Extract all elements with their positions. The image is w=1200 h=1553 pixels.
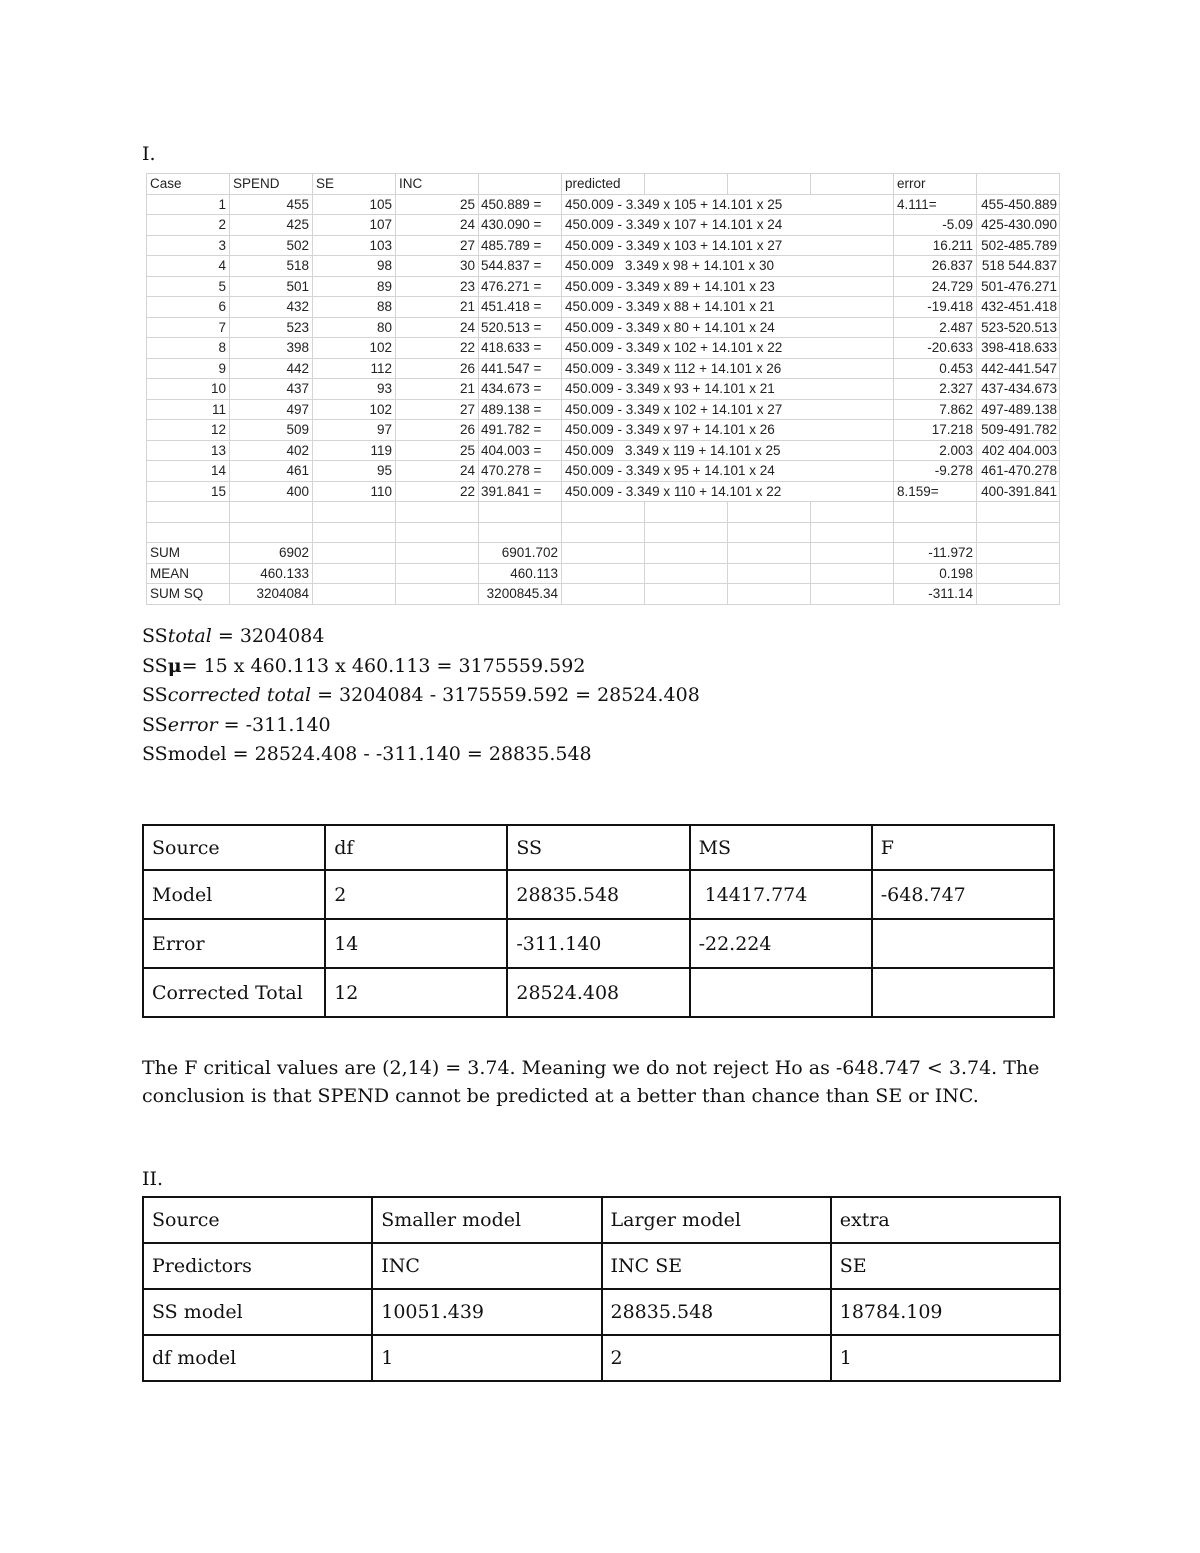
anova-cell: 2 [325, 870, 507, 919]
spreadsheet-cell: 17.218 [894, 420, 977, 441]
comparison-header-cell: extra [831, 1197, 1060, 1243]
spreadsheet-cell: 523-520.513 [977, 317, 1060, 338]
spreadsheet-cell: 14 [147, 461, 230, 482]
spreadsheet-cell: 10 [147, 379, 230, 400]
spreadsheet-cell: predicted [562, 174, 645, 195]
anova-row-error [143, 919, 1054, 968]
spreadsheet-cell: 450.889 = [479, 194, 562, 215]
spreadsheet-cell: 391.841 = [479, 481, 562, 502]
spreadsheet-cell: 105 [313, 194, 396, 215]
spreadsheet-cell: 11 [147, 399, 230, 420]
spreadsheet-cell: 432-451.418 [977, 297, 1060, 318]
spreadsheet-cell [396, 563, 479, 584]
spreadsheet-cell: 93 [313, 379, 396, 400]
spreadsheet-cell: 23 [396, 276, 479, 297]
spreadsheet-cell: error [894, 174, 977, 195]
spreadsheet-cell: SUM [147, 543, 230, 564]
spreadsheet-cell: 89 [313, 276, 396, 297]
spreadsheet-cell: 24 [396, 461, 479, 482]
comparison-cell: 18784.109 [831, 1289, 1060, 1335]
spreadsheet-cell: 7.862 [894, 399, 977, 420]
spreadsheet-header-row [147, 174, 1060, 195]
spreadsheet-cell: SPEND [230, 174, 313, 195]
spreadsheet-cell [313, 502, 396, 523]
spreadsheet-cell: 398 [230, 338, 313, 359]
spreadsheet-cell: 450.009 - 3.349 x 105 + 14.101 x 25 [562, 194, 894, 215]
spreadsheet-cell: 6902 [230, 543, 313, 564]
spreadsheet-cell [562, 502, 645, 523]
spreadsheet-cell: 103 [313, 235, 396, 256]
spreadsheet-cell: 491.782 = [479, 420, 562, 441]
spreadsheet-blank-row [147, 502, 1060, 523]
spreadsheet-cell: 102 [313, 338, 396, 359]
spreadsheet-cell: 5 [147, 276, 230, 297]
comparison-cell: SS model [143, 1289, 372, 1335]
spreadsheet-cell: 4 [147, 256, 230, 277]
comparison-header-cell: Smaller model [372, 1197, 601, 1243]
spreadsheet-cell: 489.138 = [479, 399, 562, 420]
spreadsheet-row [147, 235, 1060, 256]
spreadsheet-cell: 22 [396, 338, 479, 359]
anova-row-model [143, 870, 1054, 919]
spreadsheet-cell: 2 [147, 215, 230, 236]
spreadsheet-cell [147, 502, 230, 523]
sum-of-squares-formulas [142, 622, 700, 770]
spreadsheet-row [147, 399, 1060, 420]
spreadsheet-cell: 4.111= [894, 194, 977, 215]
ss-corrected-total-line: SScorrected total = 3204084 - 3175559.592 = 28524.408 [142, 684, 700, 706]
spreadsheet-cell: -311.14 [894, 584, 977, 605]
section-heading-i: I. [142, 143, 156, 165]
comparison-cell: df model [143, 1335, 372, 1381]
spreadsheet-cell: 450.009 - 3.349 x 107 + 14.101 x 24 [562, 215, 894, 236]
spreadsheet-cell [977, 563, 1060, 584]
spreadsheet-cell: 460.113 [479, 563, 562, 584]
spreadsheet-cell: INC [396, 174, 479, 195]
spreadsheet-cell: 450.009 - 3.349 x 102 + 14.101 x 27 [562, 399, 894, 420]
spreadsheet-cell: 30 [396, 256, 479, 277]
spreadsheet-cell: 450.009 - 3.349 x 80 + 14.101 x 24 [562, 317, 894, 338]
spreadsheet-cell: 2.003 [894, 440, 977, 461]
spreadsheet-cell: 7 [147, 317, 230, 338]
spreadsheet-row [147, 256, 1060, 277]
spreadsheet-row [147, 276, 1060, 297]
spreadsheet-cell: 6 [147, 297, 230, 318]
spreadsheet-cell: 21 [396, 379, 479, 400]
spreadsheet-cell: 460.133 [230, 563, 313, 584]
spreadsheet-cell: 430.090 = [479, 215, 562, 236]
spreadsheet-cell: 450.009 - 3.349 x 95 + 14.101 x 24 [562, 461, 894, 482]
spreadsheet-cell: MEAN [147, 563, 230, 584]
spreadsheet-cell: 455-450.889 [977, 194, 1060, 215]
spreadsheet-cell: 501 [230, 276, 313, 297]
spreadsheet-cell [562, 522, 645, 543]
spreadsheet-cell: 0.453 [894, 358, 977, 379]
spreadsheet-cell [811, 543, 894, 564]
spreadsheet-cell: 523 [230, 317, 313, 338]
spreadsheet-cell [313, 584, 396, 605]
anova-cell: Corrected Total [143, 968, 325, 1017]
spreadsheet-cell [977, 522, 1060, 543]
spreadsheet-cell: Case [147, 174, 230, 195]
spreadsheet-cell: 502 [230, 235, 313, 256]
spreadsheet-table [146, 173, 1060, 605]
spreadsheet-cell: 425-430.090 [977, 215, 1060, 236]
spreadsheet-cell: SE [313, 174, 396, 195]
spreadsheet-cell [479, 174, 562, 195]
spreadsheet-cell: 9 [147, 358, 230, 379]
spreadsheet-cell: 450.009 - 3.349 x 88 + 14.101 x 21 [562, 297, 894, 318]
spreadsheet-cell [728, 174, 811, 195]
spreadsheet-cell [396, 522, 479, 543]
spreadsheet-cell: 450.009 - 3.349 x 97 + 14.101 x 26 [562, 420, 894, 441]
spreadsheet-cell: 450.009 3.349 x 98 + 14.101 x 30 [562, 256, 894, 277]
spreadsheet-cell: 450.009 - 3.349 x 93 + 14.101 x 21 [562, 379, 894, 400]
spreadsheet-cell: 3204084 [230, 584, 313, 605]
spreadsheet-cell: 24.729 [894, 276, 977, 297]
anova-cell: Model [143, 870, 325, 919]
spreadsheet-cell: 16.211 [894, 235, 977, 256]
anova-header-cell: df [325, 825, 507, 870]
spreadsheet-cell: 3 [147, 235, 230, 256]
spreadsheet-cell [728, 584, 811, 605]
spreadsheet-cell [977, 543, 1060, 564]
anova-cell: Error [143, 919, 325, 968]
spreadsheet-cell [645, 543, 728, 564]
spreadsheet-cell [396, 543, 479, 564]
spreadsheet-cell: 432 [230, 297, 313, 318]
spreadsheet-cell: 497 [230, 399, 313, 420]
anova-cell [690, 968, 872, 1017]
ss-error-line: SSerror = -311.140 [142, 713, 331, 736]
spreadsheet-cell: 418.633 = [479, 338, 562, 359]
spreadsheet-cell: 441.547 = [479, 358, 562, 379]
spreadsheet-cell: 24 [396, 317, 479, 338]
spreadsheet-row [147, 358, 1060, 379]
spreadsheet-cell: 437 [230, 379, 313, 400]
spreadsheet-cell [811, 502, 894, 523]
comparison-cell: 1 [831, 1335, 1060, 1381]
ss-total-line: SStotal = 3204084 [142, 625, 325, 647]
anova-cell: 14417.774 [690, 870, 872, 919]
spreadsheet-cell [230, 522, 313, 543]
comparison-cell: INC SE [602, 1243, 831, 1289]
comparison-row-predictors [143, 1243, 1060, 1289]
spreadsheet-summary-row [147, 584, 1060, 605]
anova-cell: -311.140 [507, 919, 689, 968]
spreadsheet-cell [645, 563, 728, 584]
spreadsheet-cell [977, 174, 1060, 195]
spreadsheet-blank-row [147, 522, 1060, 543]
spreadsheet-cell: 110 [313, 481, 396, 502]
spreadsheet-cell [894, 522, 977, 543]
spreadsheet-cell [645, 502, 728, 523]
comparison-cell: 2 [602, 1335, 831, 1381]
spreadsheet-cell: -5.09 [894, 215, 977, 236]
anova-cell [872, 919, 1054, 968]
anova-header-cell: SS [507, 825, 689, 870]
spreadsheet-cell: -19.418 [894, 297, 977, 318]
anova-cell [872, 968, 1054, 1017]
spreadsheet-cell [977, 584, 1060, 605]
spreadsheet-cell: 442 [230, 358, 313, 379]
spreadsheet-cell: 518 544.837 [977, 256, 1060, 277]
spreadsheet-cell: 6901.702 [479, 543, 562, 564]
spreadsheet-cell: 509-491.782 [977, 420, 1060, 441]
spreadsheet-cell [562, 563, 645, 584]
spreadsheet-cell [313, 522, 396, 543]
spreadsheet-cell: 518 [230, 256, 313, 277]
spreadsheet-cell: 450.009 - 3.349 x 112 + 14.101 x 26 [562, 358, 894, 379]
anova-cell: -22.224 [690, 919, 872, 968]
spreadsheet-cell: 402 [230, 440, 313, 461]
section-heading-ii: II. [142, 1168, 164, 1190]
spreadsheet-cell: 461-470.278 [977, 461, 1060, 482]
anova-header-row [143, 825, 1054, 870]
spreadsheet-cell: 485.789 = [479, 235, 562, 256]
spreadsheet-cell: 97 [313, 420, 396, 441]
spreadsheet-cell: 437-434.673 [977, 379, 1060, 400]
spreadsheet-cell [562, 584, 645, 605]
spreadsheet-cell: 80 [313, 317, 396, 338]
spreadsheet-cell [811, 584, 894, 605]
spreadsheet-cell [645, 584, 728, 605]
spreadsheet-cell: 455 [230, 194, 313, 215]
spreadsheet-cell: 470.278 = [479, 461, 562, 482]
comparison-cell: Predictors [143, 1243, 372, 1289]
anova-cell: 14 [325, 919, 507, 968]
spreadsheet-cell [977, 502, 1060, 523]
anova-header-cell: F [872, 825, 1054, 870]
anova-cell: -648.747 [872, 870, 1054, 919]
spreadsheet-row [147, 338, 1060, 359]
spreadsheet-cell [728, 543, 811, 564]
spreadsheet-cell: -9.278 [894, 461, 977, 482]
spreadsheet-cell [811, 174, 894, 195]
spreadsheet-cell: 1 [147, 194, 230, 215]
anova-table [142, 824, 1055, 1018]
spreadsheet-cell: 8 [147, 338, 230, 359]
ss-model-line: SSmodel = 28524.408 - -311.140 = 28835.548 [142, 743, 592, 765]
spreadsheet-cell: 3200845.34 [479, 584, 562, 605]
spreadsheet-cell: 15 [147, 481, 230, 502]
spreadsheet-cell: 501-476.271 [977, 276, 1060, 297]
spreadsheet-row [147, 379, 1060, 400]
anova-cell: 28835.548 [507, 870, 689, 919]
comparison-cell: 10051.439 [372, 1289, 601, 1335]
spreadsheet-cell [147, 522, 230, 543]
spreadsheet-cell: 24 [396, 215, 479, 236]
spreadsheet-cell: 402 404.003 [977, 440, 1060, 461]
spreadsheet-cell: 95 [313, 461, 396, 482]
comparison-cell: SE [831, 1243, 1060, 1289]
spreadsheet-cell: 398-418.633 [977, 338, 1060, 359]
spreadsheet-cell [479, 522, 562, 543]
spreadsheet-cell [645, 522, 728, 543]
spreadsheet-cell: 502-485.789 [977, 235, 1060, 256]
spreadsheet-cell: 450.009 - 3.349 x 103 + 14.101 x 27 [562, 235, 894, 256]
spreadsheet-cell: 26.837 [894, 256, 977, 277]
anova-header-cell: Source [143, 825, 325, 870]
conclusion-paragraph: The F critical values are (2,14) = 3.74. Meaning we do not reject Ho as -648.747 < 3.74. The conclusion is that SPEND cannot be predicted at a better than chance than SE or INC. [142, 1057, 1040, 1107]
comparison-header-cell: Source [143, 1197, 372, 1243]
spreadsheet-cell: 12 [147, 420, 230, 441]
spreadsheet-row [147, 481, 1060, 502]
spreadsheet-cell: 0.198 [894, 563, 977, 584]
spreadsheet-row [147, 215, 1060, 236]
ss-mu-line: SSμ= 15 x 460.113 x 460.113 = 3175559.592 [142, 654, 586, 677]
anova-cell: 12 [325, 968, 507, 1017]
spreadsheet-cell [396, 502, 479, 523]
spreadsheet-cell: 461 [230, 461, 313, 482]
spreadsheet-cell: -11.972 [894, 543, 977, 564]
spreadsheet-cell: 112 [313, 358, 396, 379]
spreadsheet-row [147, 440, 1060, 461]
spreadsheet-cell: 434.673 = [479, 379, 562, 400]
spreadsheet-cell: 2.327 [894, 379, 977, 400]
spreadsheet-cell [811, 563, 894, 584]
spreadsheet-cell: 25 [396, 440, 479, 461]
spreadsheet-row [147, 420, 1060, 441]
spreadsheet-cell: 509 [230, 420, 313, 441]
spreadsheet-cell: 26 [396, 358, 479, 379]
anova-cell: 28524.408 [507, 968, 689, 1017]
anova-header-cell: MS [690, 825, 872, 870]
spreadsheet-cell: 22 [396, 481, 479, 502]
spreadsheet-cell [230, 502, 313, 523]
spreadsheet-cell: 21 [396, 297, 479, 318]
spreadsheet-cell: -20.633 [894, 338, 977, 359]
spreadsheet-summary-row [147, 563, 1060, 584]
spreadsheet-cell: 450.009 - 3.349 x 102 + 14.101 x 22 [562, 338, 894, 359]
comparison-header-row [143, 1197, 1060, 1243]
comparison-cell: INC [372, 1243, 601, 1289]
spreadsheet-cell [645, 174, 728, 195]
spreadsheet-cell: 400-391.841 [977, 481, 1060, 502]
spreadsheet-cell: 476.271 = [479, 276, 562, 297]
spreadsheet-cell: 442-441.547 [977, 358, 1060, 379]
spreadsheet-cell: 8.159= [894, 481, 977, 502]
comparison-header-cell: Larger model [602, 1197, 831, 1243]
model-comparison-table [142, 1196, 1061, 1382]
anova-row-corrected-total [143, 968, 1054, 1017]
spreadsheet-cell [313, 543, 396, 564]
spreadsheet-cell [811, 522, 894, 543]
spreadsheet-cell: 450.009 3.349 x 119 + 14.101 x 25 [562, 440, 894, 461]
spreadsheet-cell [313, 563, 396, 584]
comparison-cell: 28835.548 [602, 1289, 831, 1335]
spreadsheet-cell: 404.003 = [479, 440, 562, 461]
spreadsheet-cell [728, 522, 811, 543]
spreadsheet-cell: 26 [396, 420, 479, 441]
spreadsheet-cell: 25 [396, 194, 479, 215]
spreadsheet-cell: 102 [313, 399, 396, 420]
spreadsheet-cell [562, 543, 645, 564]
spreadsheet-row [147, 194, 1060, 215]
spreadsheet-cell [396, 584, 479, 605]
spreadsheet-cell: 451.418 = [479, 297, 562, 318]
spreadsheet-cell: 544.837 = [479, 256, 562, 277]
comparison-row-df-model [143, 1335, 1060, 1381]
comparison-cell: 1 [372, 1335, 601, 1381]
spreadsheet-cell: 2.487 [894, 317, 977, 338]
spreadsheet-cell: 119 [313, 440, 396, 461]
comparison-row-ss-model [143, 1289, 1060, 1335]
spreadsheet-cell: 450.009 - 3.349 x 110 + 14.101 x 22 [562, 481, 894, 502]
spreadsheet-cell: 400 [230, 481, 313, 502]
spreadsheet-cell: 27 [396, 399, 479, 420]
spreadsheet-cell: 27 [396, 235, 479, 256]
spreadsheet-cell: 107 [313, 215, 396, 236]
spreadsheet-cell: 450.009 - 3.349 x 89 + 14.101 x 23 [562, 276, 894, 297]
spreadsheet-cell [728, 502, 811, 523]
spreadsheet-summary-row [147, 543, 1060, 564]
spreadsheet-cell: 520.513 = [479, 317, 562, 338]
spreadsheet-row [147, 461, 1060, 482]
spreadsheet-cell [479, 502, 562, 523]
spreadsheet-cell [728, 563, 811, 584]
spreadsheet-cell: 425 [230, 215, 313, 236]
spreadsheet-cell: 88 [313, 297, 396, 318]
spreadsheet-cell: 497-489.138 [977, 399, 1060, 420]
spreadsheet-cell [894, 502, 977, 523]
spreadsheet-cell: 13 [147, 440, 230, 461]
spreadsheet-cell: SUM SQ [147, 584, 230, 605]
spreadsheet-row [147, 317, 1060, 338]
spreadsheet-cell: 98 [313, 256, 396, 277]
spreadsheet-row [147, 297, 1060, 318]
